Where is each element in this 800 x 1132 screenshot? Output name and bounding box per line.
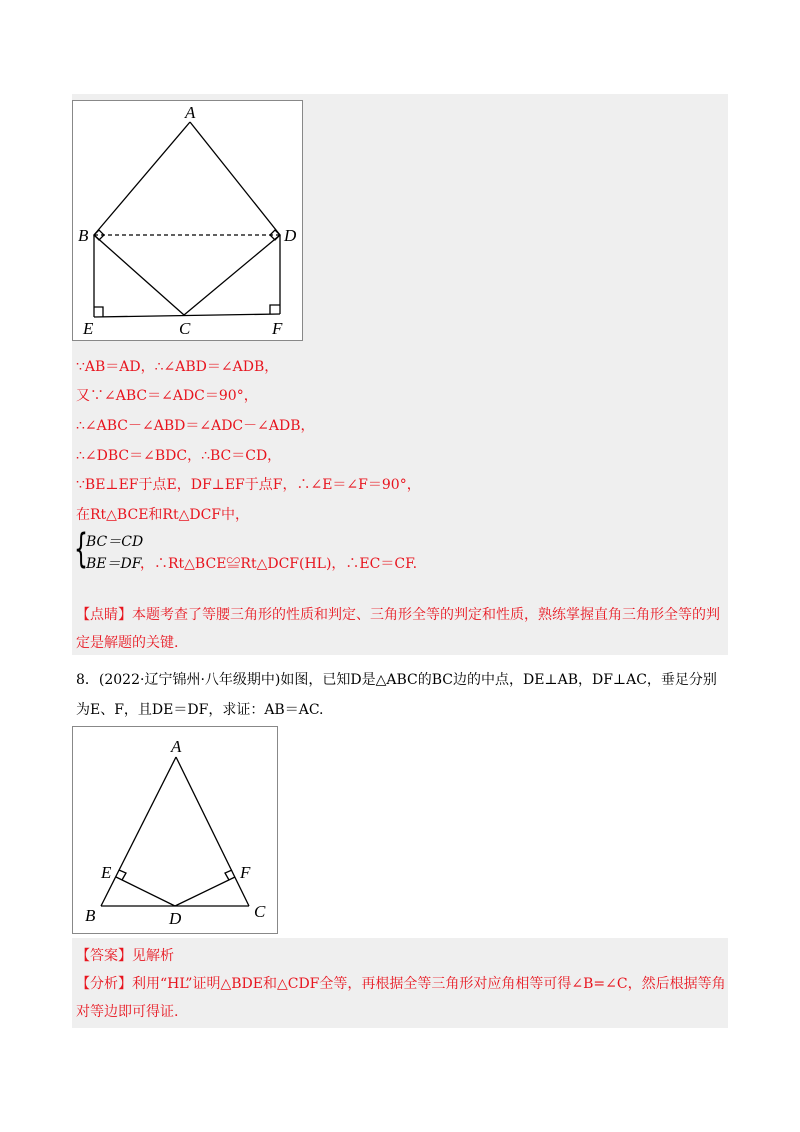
analysis-text: 利用“HL”证明△BDE和△CDF全等，再根据全等三角形对应角相等可得∠B=∠C，然后根据等角对等边即可得证. [76, 976, 726, 1020]
proof-line-7: ，∴Rt△BCE≌Rt△DCF(HL)，∴EC＝CF. [140, 556, 418, 572]
proof-line-1: ∵AB＝AD，∴∠ABD＝∠ADB， [76, 359, 279, 375]
fig1-label-a: A [185, 103, 196, 122]
figure-quadrilateral-svg [73, 101, 304, 342]
fig1-label-c: C [179, 319, 191, 338]
system-eq-2: BE＝DF [86, 556, 142, 572]
fig1-label-d: D [284, 226, 297, 245]
fig2-label-b: B [85, 906, 96, 925]
proof-line-3: ∴∠ABC－∠ABD＝∠ADC－∠ADB， [76, 418, 315, 434]
analysis-tag: 【分析】 [76, 976, 132, 992]
fig2-label-d: D [169, 909, 182, 928]
proof-line-4: ∴∠DBC＝∠BDC，∴BC＝CD， [76, 448, 282, 464]
comment-paragraph [76, 601, 728, 657]
fig2-label-f: F [240, 863, 251, 882]
fig2-label-a: A [171, 737, 182, 756]
fig1-label-f: F [272, 319, 283, 338]
answer-line [76, 946, 174, 966]
fig1-label-b: B [78, 226, 89, 245]
fig2-label-e: E [101, 863, 112, 882]
figure-triangle [72, 726, 278, 934]
proof-line-2: 又∵∠ABC＝∠ADC＝90°， [76, 388, 258, 404]
fig2-label-c: C [254, 902, 266, 921]
proof-line-6: 在Rt△BCE和Rt△DCF中， [76, 507, 249, 523]
answer-text: 见解析 [132, 948, 174, 964]
question-8: 8．(2022·辽宁锦州·八年级期中)如图，已知D是△ABC的BC边的中点，DE⊥AB，DF⊥AC，垂足分别为E、F，且DE＝DF，求证：AB＝AC. [76, 672, 717, 718]
comment-text: 本题考查了等腰三角形的性质和判定、三角形全等的判定和性质，熟练掌握直角三角形全等的判定是解题的关键. [76, 607, 720, 651]
figure-quadrilateral [72, 100, 303, 341]
analysis-paragraph [76, 970, 728, 1026]
figure-triangle-svg [73, 727, 279, 935]
comment-tag: 【点睛】 [76, 607, 132, 623]
fig1-label-e: E [83, 319, 94, 338]
system-eq-1: BC＝CD [86, 534, 144, 550]
proof-line-5: ∵BE⊥EF于点E，DF⊥EF于点F，∴∠E＝∠F＝90°， [76, 477, 421, 493]
answer-tag: 【答案】 [76, 948, 132, 964]
equation-brace: { [74, 526, 88, 572]
